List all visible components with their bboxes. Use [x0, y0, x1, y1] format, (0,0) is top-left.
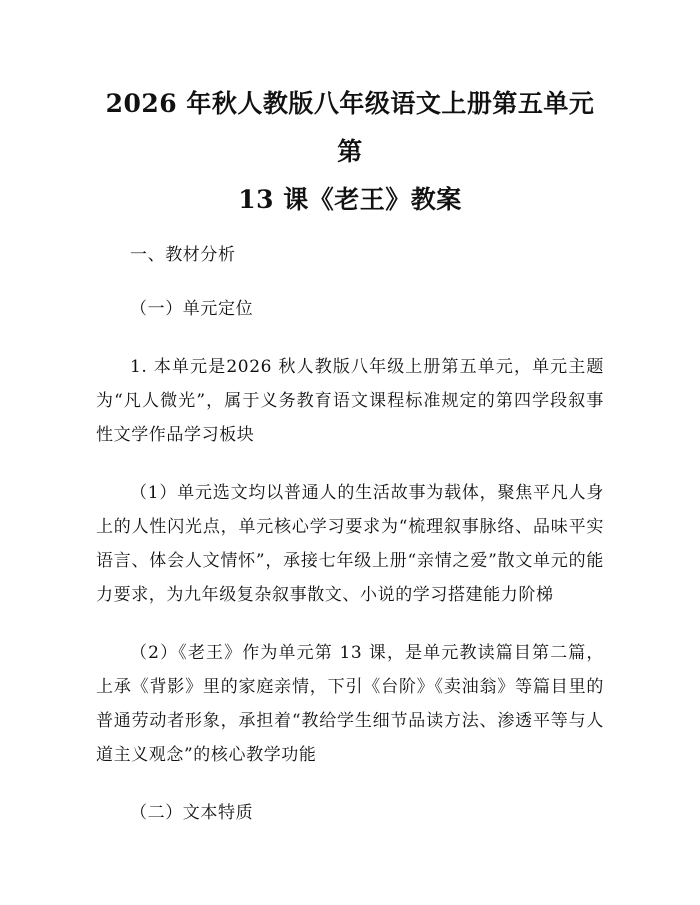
title-line-2: 13 课《老王》教案	[238, 185, 462, 214]
document-title	[96, 80, 604, 224]
paragraph-3: （2）《老王》作为单元第 13 课，是单元教读篇目第二篇，上承《背影》里的家庭亲情，下引《台阶》《卖油翁》等篇目里的普通劳动者形象，承担着“教给学生细节品读方法、渗透平等与人道主义观念”的核心教学功能	[96, 643, 604, 765]
subsection-heading-2: （二）文本特质	[130, 803, 254, 823]
section-heading-1: 一、教材分析	[130, 245, 236, 265]
title-line-1: 2026 年秋人教版八年级语文上册第五单元第	[105, 89, 595, 166]
subsection-heading-1: （一）单元定位	[130, 299, 254, 319]
paragraph-2: （1）单元选文均以普通人的生活故事为载体，聚焦平凡人身上的人性闪光点，单元核心学习要求为“梳理叙事脉络、品味平实语言、体会人文情怀”，承接七年级上册“亲情之爱”散文单元的能力要求，为九年级复杂叙事散文、小说的学习搭建能力阶梯	[96, 483, 604, 605]
paragraph-1: 1. 本单元是2026 秋人教版八年级上册第五单元，单元主题为“凡人微光”，属于义务教育语文课程标准规定的第四学段叙事性文学作品学习板块	[96, 357, 604, 445]
